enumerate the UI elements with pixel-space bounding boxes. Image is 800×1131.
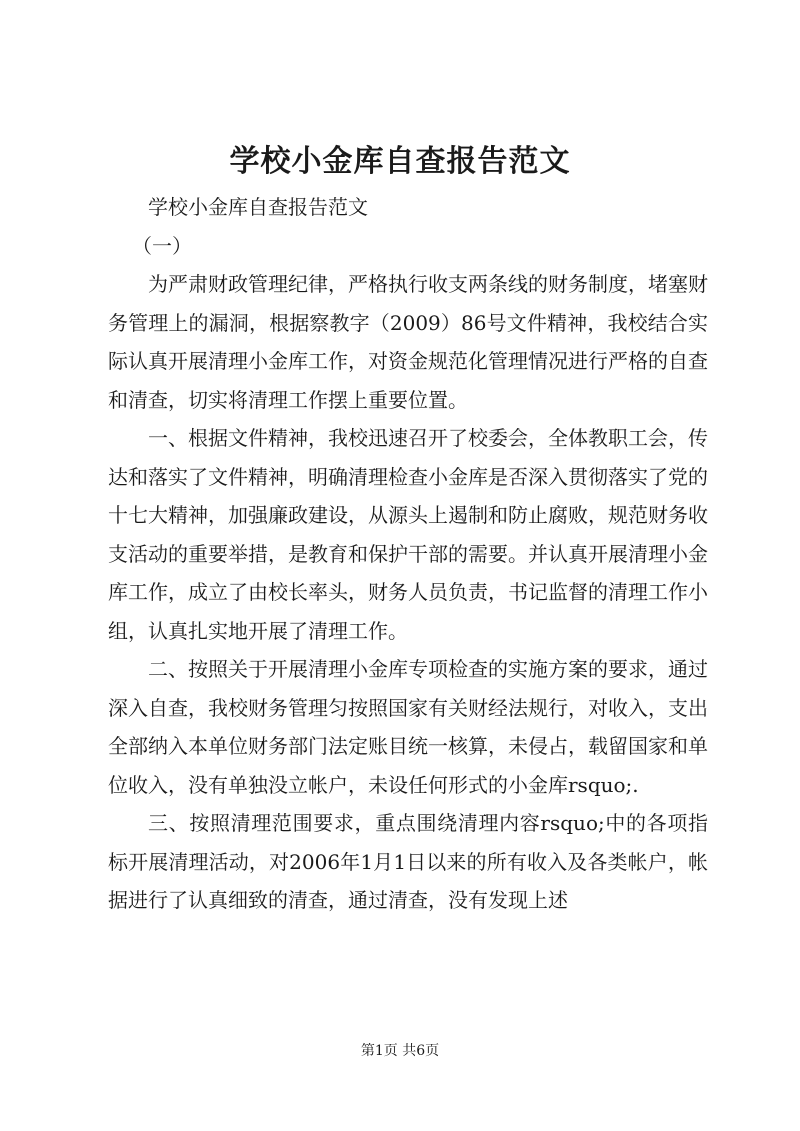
section-mark: （一）	[132, 233, 192, 258]
page-footer: 第1页 共6页	[360, 1043, 440, 1059]
paragraph-point-three: 三、按照清理范围要求，重点围绕清理内容rsquo;中的各项指标开展清理活动，对2006年1月1日以来的所有收入及各类帐户，帐据进行了认真细致的清查，通过清查，没有发现上述	[108, 811, 708, 912]
paragraph-point-one: 一、根据文件精神，我校迅速召开了校委会，全体教职工会，传达和落实了文件精神，明确清理检查小金库是否深入贯彻落实了党的十七大精神，加强廉政建设，从源头上遏制和防止腐败，规范财务收支活动的重要举措，是教育和保护干部的需要。并认真开展清理小金库工作，成立了由校长率头，财务人员负责，书记监督的清理工作小组，认真扎实地开展了清理工作。	[108, 426, 708, 643]
paragraph-intro: 为严肃财政管理纪律，严格执行收支两条线的财务制度，堵塞财务管理上的漏洞，根据察教字（2009）86号文件精神，我校结合实际认真开展清理小金库工作，对资金规范化管理情况进行严格的自查和清查，切实将清理工作摆上重要位置。	[108, 272, 708, 412]
document-body	[108, 188, 708, 920]
document-title: 学校小金库自查报告范文	[229, 144, 571, 179]
paragraph-point-two: 二、按照关于开展清理小金库专项检查的实施方案的要求，通过深入自查，我校财务管理匀按照国家有关财经法规行，对收入，支出全部纳入本单位财务部门法定账目统一核算，未侵占，载留国家和单位收入，没有单独没立帐户，未设任何形式的小金库rsquo;.	[108, 657, 708, 797]
document-subtitle: 学校小金库自查报告范文	[148, 195, 368, 219]
